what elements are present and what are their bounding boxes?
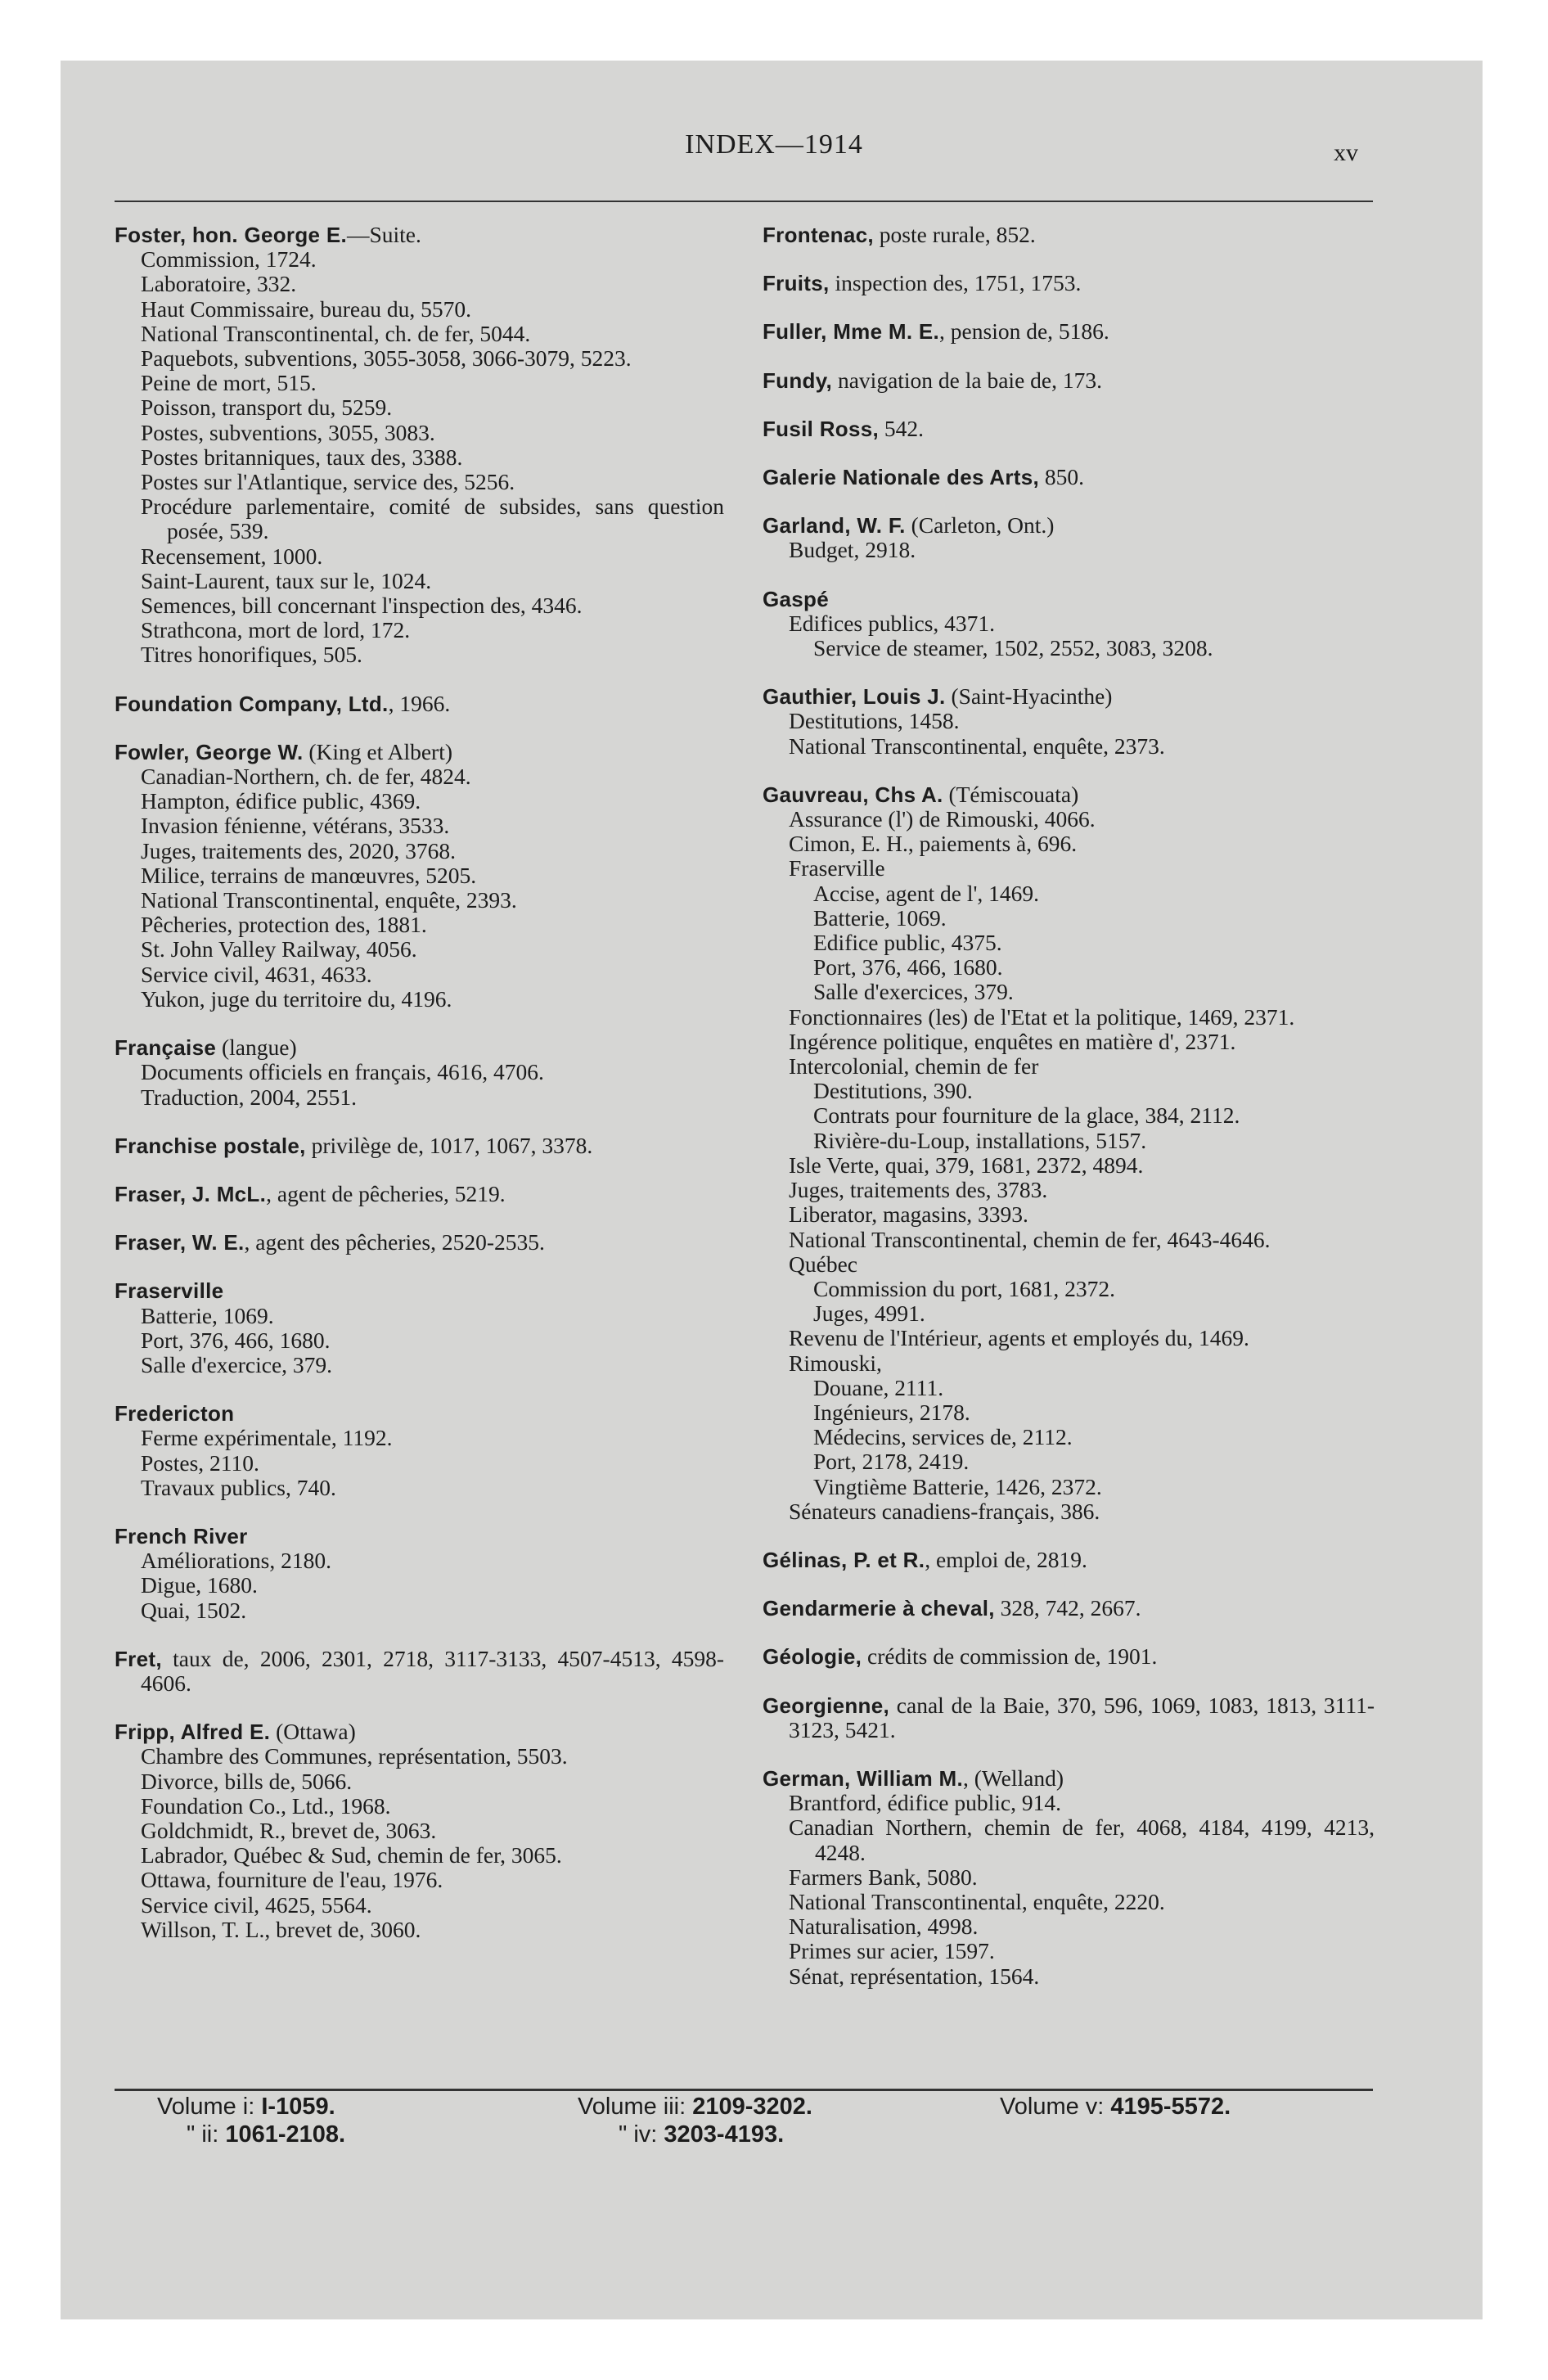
index-entry-reference: 542. — [879, 415, 924, 441]
index-entry — [763, 319, 1375, 344]
index-entry — [763, 513, 1375, 562]
index-entry-heading — [763, 1548, 1375, 1572]
index-entry — [763, 1693, 1375, 1742]
index-entry-heading — [763, 1644, 1375, 1669]
index-subentry: Port, 376, 466, 1680. — [141, 1327, 331, 1353]
index-entry-reference: , pension de, 5186. — [939, 318, 1109, 345]
index-subentry: Québec — [789, 1251, 857, 1277]
index-entry-heading — [115, 1524, 724, 1548]
volume-v-label: Volume v: — [1000, 2094, 1105, 2120]
index-entry — [763, 1766, 1375, 1989]
index-subentry: Naturalisation, 4998. — [789, 1913, 979, 1940]
index-entry-heading — [115, 1230, 724, 1255]
index-entry — [115, 1230, 724, 1255]
index-entry-name: Fowler, George W. — [115, 739, 304, 764]
index-entry — [115, 1134, 724, 1158]
volume-ii-range: 1061-2108. — [225, 2121, 346, 2148]
index-subentry: Améliorations, 2180. — [141, 1548, 331, 1574]
index-subentry: Rivière-du-Loup, installations, 5157. — [813, 1127, 1147, 1153]
index-entry — [763, 1548, 1375, 1572]
header-rule — [115, 201, 1373, 202]
index-subentry: Goldchmidt, R., brevet de, 3063. — [141, 1817, 437, 1843]
index-entry — [763, 271, 1375, 295]
volume-v-range: 4195-5572. — [1110, 2094, 1231, 2120]
index-subentry: Sénateurs canadiens-français, 386. — [789, 1498, 1100, 1524]
index-subentry: National Transcontinental, enquête, 2393. — [141, 887, 517, 913]
index-subentry: Commission du port, 1681, 2372. — [813, 1275, 1115, 1301]
index-entry-name: Fruits, — [763, 271, 830, 296]
index-subentry: Batterie, 1069. — [813, 904, 947, 931]
index-entry — [115, 1278, 724, 1377]
index-subentry: Recensement, 1000. — [141, 543, 323, 569]
index-entry — [115, 1035, 724, 1110]
index-subentry: Ottawa, fourniture de l'eau, 1976. — [141, 1867, 443, 1893]
index-subentry: Liberator, magasins, 3393. — [789, 1201, 1028, 1228]
index-entry-heading — [115, 1401, 724, 1426]
index-entry-heading — [763, 417, 1375, 441]
index-subentry: Médecins, services de, 2112. — [813, 1424, 1073, 1450]
index-entry — [115, 223, 724, 668]
index-subentry: Traduction, 2004, 2551. — [141, 1084, 358, 1110]
index-entry-name: Galerie Nationale des Arts, — [763, 465, 1040, 490]
index-entry-heading — [763, 368, 1375, 393]
index-subentry: Postes, 2110. — [141, 1449, 259, 1476]
index-entry-name: Gauvreau, Chs A. — [763, 782, 943, 807]
index-entry — [763, 782, 1375, 1524]
index-entry-name: Fundy, — [763, 367, 833, 393]
index-entry-name: German, William M. — [763, 1765, 963, 1791]
index-entry-heading — [115, 1182, 724, 1206]
index-entry-heading — [763, 1693, 1375, 1742]
index-subentry: Milice, terrains de manœuvres, 5205. — [141, 862, 477, 888]
index-subentry: Edifices publics, 4371. — [789, 610, 996, 636]
index-subentry: Ferme expérimentale, 1192. — [141, 1425, 393, 1451]
index-subentry: Labrador, Québec & Sud, chemin de fer, 3065. — [141, 1842, 562, 1868]
index-entry-reference: canal de la Baie, 370, 596, 1069, 1083, 1813, 3111-3123, 5421. — [789, 1692, 1375, 1742]
index-entry-reference: , emploi de, 2819. — [925, 1546, 1087, 1572]
index-entry-reference: inspection des, 1751, 1753. — [829, 270, 1082, 296]
index-subentry: Destitutions, 1458. — [789, 708, 960, 734]
volume-iii — [578, 2094, 812, 2121]
index-entry-reference: (Saint-Hyacinthe) — [945, 683, 1113, 710]
index-entry-heading — [115, 1134, 724, 1158]
index-entry-heading — [763, 271, 1375, 295]
index-entry-name: Foundation Company, Ltd. — [115, 691, 389, 716]
index-entry-name: Fraser, J. McL. — [115, 1181, 267, 1206]
page-title: INDEX—1914 — [685, 129, 863, 160]
index-subentry: Canadian Northern, chemin de fer, 4068, 4184, 4199, 4213, 4248. — [789, 1814, 1375, 1865]
index-entry-reference: , agent de pêcheries, 5219. — [266, 1180, 506, 1206]
index-subentry: Cimon, E. H., paiements à, 696. — [789, 831, 1078, 857]
index-subentry: Titres honorifiques, 505. — [141, 642, 362, 668]
index-entry — [115, 692, 724, 716]
index-entry-reference: taux de, 2006, 2301, 2718, 3117-3133, 4507-4513, 4598-4606. — [141, 1645, 724, 1696]
index-entry-reference: (langue) — [216, 1034, 297, 1061]
index-subentry: Isle Verte, quai, 379, 1681, 2372, 4894. — [789, 1152, 1144, 1178]
index-subentry: Assurance (l') de Rimouski, 4066. — [789, 806, 1096, 832]
index-entry-heading — [115, 223, 724, 247]
index-subentry: Sénat, représentation, 1564. — [789, 1963, 1040, 1989]
index-subentry: Foundation Co., Ltd., 1968. — [141, 1792, 391, 1819]
index-subentry: Travaux publics, 740. — [141, 1474, 336, 1500]
index-entry-name: Fraserville — [115, 1278, 224, 1304]
index-subentry: Haut Commissaire, bureau du, 5570. — [141, 295, 472, 322]
index-subentry: Farmers Bank, 5080. — [789, 1864, 978, 1890]
index-entry-heading — [763, 513, 1375, 538]
index-subentry: Edifice public, 4375. — [813, 930, 1002, 956]
index-subentry: Service de steamer, 1502, 2552, 3083, 3208. — [813, 635, 1213, 661]
index-entry-heading — [763, 1766, 1375, 1791]
index-entry-name: Géologie, — [763, 1644, 862, 1670]
index-subentry: Vingtième Batterie, 1426, 2372. — [813, 1473, 1102, 1499]
volume-i — [157, 2094, 335, 2121]
index-subentry: Batterie, 1069. — [141, 1302, 274, 1328]
index-subentry: Postes, subventions, 3055, 3083. — [141, 419, 435, 445]
index-subentry: Rimouski, — [789, 1350, 882, 1376]
index-entry-heading — [763, 587, 1375, 611]
index-subentry: Juges, traitements des, 2020, 3768. — [141, 837, 456, 863]
volume-i-label: Volume i: — [157, 2094, 255, 2120]
index-subentry: Quai, 1502. — [141, 1597, 247, 1623]
index-entry-reference: 850. — [1039, 464, 1085, 490]
index-entry-name: Fuller, Mme M. E. — [763, 319, 940, 345]
index-entry — [763, 1644, 1375, 1669]
index-subentry: Willson, T. L., brevet de, 3060. — [141, 1916, 421, 1942]
index-entry-heading — [763, 223, 1375, 247]
index-subentry: Chambre des Communes, représentation, 5503. — [141, 1743, 568, 1769]
index-entry-reference: , agent des pêcheries, 2520-2535. — [244, 1229, 545, 1255]
index-entry — [115, 1401, 724, 1500]
index-subentry: Juges, traitements des, 3783. — [789, 1177, 1048, 1203]
index-subentry: Laboratoire, 332. — [141, 271, 297, 297]
index-entry-reference: (Témiscouata) — [943, 781, 1079, 807]
index-entry — [763, 223, 1375, 247]
index-entry — [115, 1647, 724, 1696]
index-entry-reference: navigation de la baie de, 173. — [832, 367, 1102, 393]
index-entry-name: Gaspé — [763, 586, 829, 611]
index-entry-reference: —Suite. — [346, 222, 421, 247]
index-entry-heading — [763, 319, 1375, 344]
index-subentry: Accise, agent de l', 1469. — [813, 880, 1040, 906]
index-subentry: Pêcheries, protection des, 1881. — [141, 912, 427, 938]
index-entry-heading — [115, 1278, 724, 1303]
index-entry-reference: , 1966. — [388, 690, 451, 716]
index-subentry: Port, 2178, 2419. — [813, 1449, 970, 1475]
volume-ii-label: " ii: — [187, 2121, 219, 2148]
index-entry — [763, 368, 1375, 393]
index-subentry: Semences, bill concernant l'inspection des, 4346. — [141, 593, 583, 619]
index-subentry: National Transcontinental, enquête, 2373. — [789, 732, 1165, 759]
index-entry — [115, 740, 724, 1012]
index-column-left — [115, 223, 724, 1966]
index-entry-name: Franchise postale, — [115, 1133, 306, 1158]
index-entry-name: Georgienne, — [763, 1693, 889, 1718]
index-subentry: Saint-Laurent, taux sur le, 1024. — [141, 567, 432, 593]
index-entry-name: Gauthier, Louis J. — [763, 684, 946, 710]
index-subentry: Salle d'exercice, 379. — [141, 1351, 333, 1377]
index-entry-reference: poste rurale, 852. — [873, 222, 1036, 247]
index-entry-name: Garland, W. F. — [763, 513, 906, 539]
index-subentry: Yukon, juge du territoire du, 4196. — [141, 985, 452, 1012]
index-entry-name: Fredericton — [115, 1401, 235, 1427]
volume-iv-label: " iv: — [619, 2121, 658, 2148]
index-entry-name: Fripp, Alfred E. — [115, 1720, 271, 1745]
index-subentry: Paquebots, subventions, 3055-3058, 3066-3079, 5223. — [141, 345, 632, 372]
index-entry — [763, 1596, 1375, 1620]
index-entry-heading — [763, 465, 1375, 489]
index-entry-heading — [115, 740, 724, 764]
index-subentry: Destitutions, 390. — [813, 1078, 973, 1104]
volume-iv — [619, 2121, 784, 2148]
index-subentry: Contrats pour fourniture de la glace, 384, 2112. — [813, 1102, 1240, 1129]
index-entry-reference: crédits de commission de, 1901. — [862, 1643, 1158, 1670]
index-subentry: Salle d'exercices, 379. — [813, 979, 1014, 1005]
index-subentry: Peine de mort, 515. — [141, 370, 317, 396]
index-entry — [115, 1720, 724, 1942]
index-subentry: Ingérence politique, enquêtes en matière d', 2371. — [789, 1028, 1236, 1054]
volume-iii-label: Volume iii: — [578, 2094, 686, 2120]
index-subentry: Strathcona, mort de lord, 172. — [141, 617, 411, 643]
index-subentry: Documents officiels en français, 4616, 4706. — [141, 1059, 544, 1085]
index-subentry: Digue, 1680. — [141, 1572, 258, 1598]
index-subentry: Budget, 2918. — [789, 537, 916, 563]
footer-rule — [115, 2089, 1373, 2091]
index-subentry: Brantford, édifice public, 914. — [789, 1790, 1061, 1816]
index-entry-name: Fusil Ross, — [763, 416, 879, 441]
index-subentry: Commission, 1724. — [141, 246, 317, 273]
index-subentry: Juges, 4991. — [813, 1300, 925, 1327]
index-entry — [763, 417, 1375, 441]
index-subentry: Primes sur acier, 1597. — [789, 1938, 995, 1964]
index-subentry: Fonctionnaires (les) de l'Etat et la politique, 1469, 2371. — [789, 1003, 1295, 1030]
index-entry — [115, 1182, 724, 1206]
index-subentry: Service civil, 4625, 5564. — [141, 1891, 372, 1918]
index-subentry: Ingénieurs, 2178. — [813, 1399, 970, 1425]
index-subentry: Port, 376, 466, 1680. — [813, 954, 1003, 980]
index-entry-name: Fret, — [115, 1646, 162, 1671]
volume-v — [1000, 2094, 1231, 2121]
volume-i-range: I-1059. — [261, 2094, 335, 2120]
index-subentry: Postes britanniques, taux des, 3388. — [141, 444, 463, 470]
volume-iii-range: 2109-3202. — [692, 2094, 812, 2120]
index-subentry: Douane, 2111. — [813, 1374, 944, 1400]
index-entry-reference: privilège de, 1017, 1067, 3378. — [305, 1132, 593, 1158]
index-entry-name: Française — [115, 1035, 217, 1061]
index-entry-name: Fraser, W. E. — [115, 1230, 245, 1255]
index-entry-reference: 328, 742, 2667. — [994, 1595, 1141, 1621]
index-entry-heading — [763, 684, 1375, 709]
index-entry-heading — [763, 782, 1375, 807]
index-subentry: Poisson, transport du, 5259. — [141, 394, 393, 421]
volume-iv-range: 3203-4193. — [664, 2121, 785, 2148]
index-entry-reference: (King et Albert) — [303, 738, 453, 764]
index-subentry: National Transcontinental, enquête, 2220. — [789, 1888, 1165, 1914]
index-subentry: Hampton, édifice public, 4369. — [141, 788, 421, 814]
index-subentry: National Transcontinental, chemin de fer, 4643-4646. — [789, 1226, 1271, 1252]
index-entry — [115, 1524, 724, 1623]
index-entry-heading — [115, 1647, 724, 1696]
index-entry-name: French River — [115, 1523, 248, 1548]
index-subentry: Postes sur l'Atlantique, service des, 5256. — [141, 469, 515, 495]
index-entry — [763, 465, 1375, 489]
index-subentry: Revenu de l'Intérieur, agents et employés du, 1469. — [789, 1325, 1249, 1351]
index-entry — [763, 587, 1375, 661]
index-entry-reference: , (Welland) — [963, 1765, 1064, 1791]
index-subentry: Procédure parlementaire, comité de subsides, sans question posée, 539. — [141, 494, 724, 544]
index-entry-reference: (Ottawa) — [270, 1719, 356, 1745]
index-entry-reference: (Carleton, Ont.) — [905, 512, 1055, 539]
index-entry-name: Gendarmerie à cheval, — [763, 1596, 995, 1621]
index-entry-heading — [115, 692, 724, 716]
index-column-right — [763, 223, 1375, 2013]
volume-ii — [187, 2121, 345, 2148]
index-subentry: Divorce, bills de, 5066. — [141, 1768, 353, 1794]
page-number: xv — [1334, 139, 1358, 166]
index-subentry: Service civil, 4631, 4633. — [141, 961, 372, 987]
index-subentry: St. John Valley Railway, 4056. — [141, 936, 417, 962]
index-entry-heading — [115, 1720, 724, 1744]
index-entry-name: Gélinas, P. et R. — [763, 1547, 925, 1572]
index-entry-heading — [763, 1596, 1375, 1620]
index-subentry: Intercolonial, chemin de fer — [789, 1053, 1039, 1080]
index-subentry: Invasion fénienne, vétérans, 3533. — [141, 813, 450, 839]
index-subentry: Fraserville — [789, 855, 885, 881]
index-entry-name: Foster, hon. George E. — [115, 223, 347, 247]
index-subentry: Canadian-Northern, ch. de fer, 4824. — [141, 764, 471, 790]
index-entry-heading — [115, 1035, 724, 1060]
index-subentry: National Transcontinental, ch. de fer, 5044. — [141, 320, 531, 346]
index-entry — [763, 684, 1375, 759]
index-entry-name: Frontenac, — [763, 223, 874, 247]
